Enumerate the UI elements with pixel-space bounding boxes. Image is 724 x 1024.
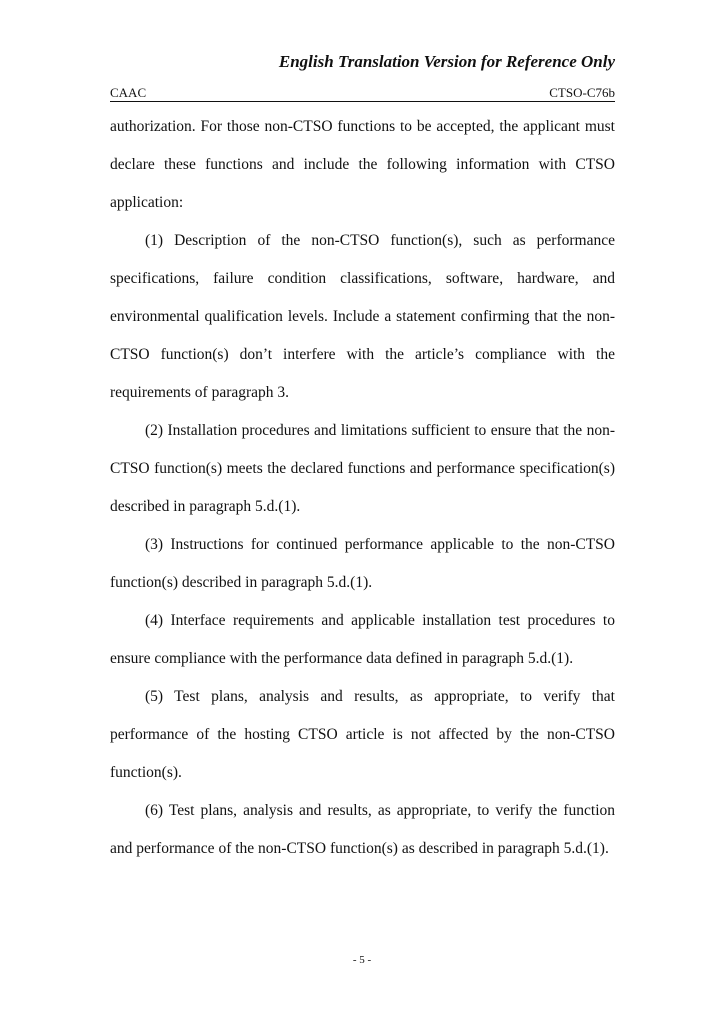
translation-note: English Translation Version for Reference Only: [278, 52, 615, 71]
header-organization: CAAC: [110, 85, 147, 100]
document-body: [110, 108, 615, 868]
list-item-2: (2) Installation procedures and limitations sufficient to ensure that the non-CTSO function(s) meets the declared functions and performance specification(s) described in paragraph 5.d.(1).: [110, 422, 615, 515]
header-divider: [110, 101, 615, 102]
list-item-1: (1) Description of the non-CTSO function(s), such as performance specifications, failure condition classifications, software, hardware, and environmental qualification levels. Include a statement confirming that the non-CTSO function(s) don’t interfere with the article’s compliance with the requirements of paragraph 3.: [110, 232, 615, 401]
body-paragraph: authorization. For those non-CTSO functions to be accepted, the applicant must declare these functions and include the following information with CTSO application:: [110, 118, 615, 211]
header-document-id: CTSO-C76b: [549, 85, 615, 100]
list-item-4: (4) Interface requirements and applicable installation test procedures to ensure compliance with the performance data defined in paragraph 5.d.(1).: [110, 612, 615, 667]
list-item-3: (3) Instructions for continued performance applicable to the non-CTSO function(s) described in paragraph 5.d.(1).: [110, 536, 615, 591]
list-item-6: (6) Test plans, analysis and results, as appropriate, to verify the function and performance of the non-CTSO function(s) as described in paragraph 5.d.(1).: [110, 802, 615, 857]
list-item-5: (5) Test plans, analysis and results, as appropriate, to verify that performance of the hosting CTSO article is not affected by the non-CTSO function(s).: [110, 688, 615, 781]
page-number: - 5 -: [352, 954, 372, 966]
